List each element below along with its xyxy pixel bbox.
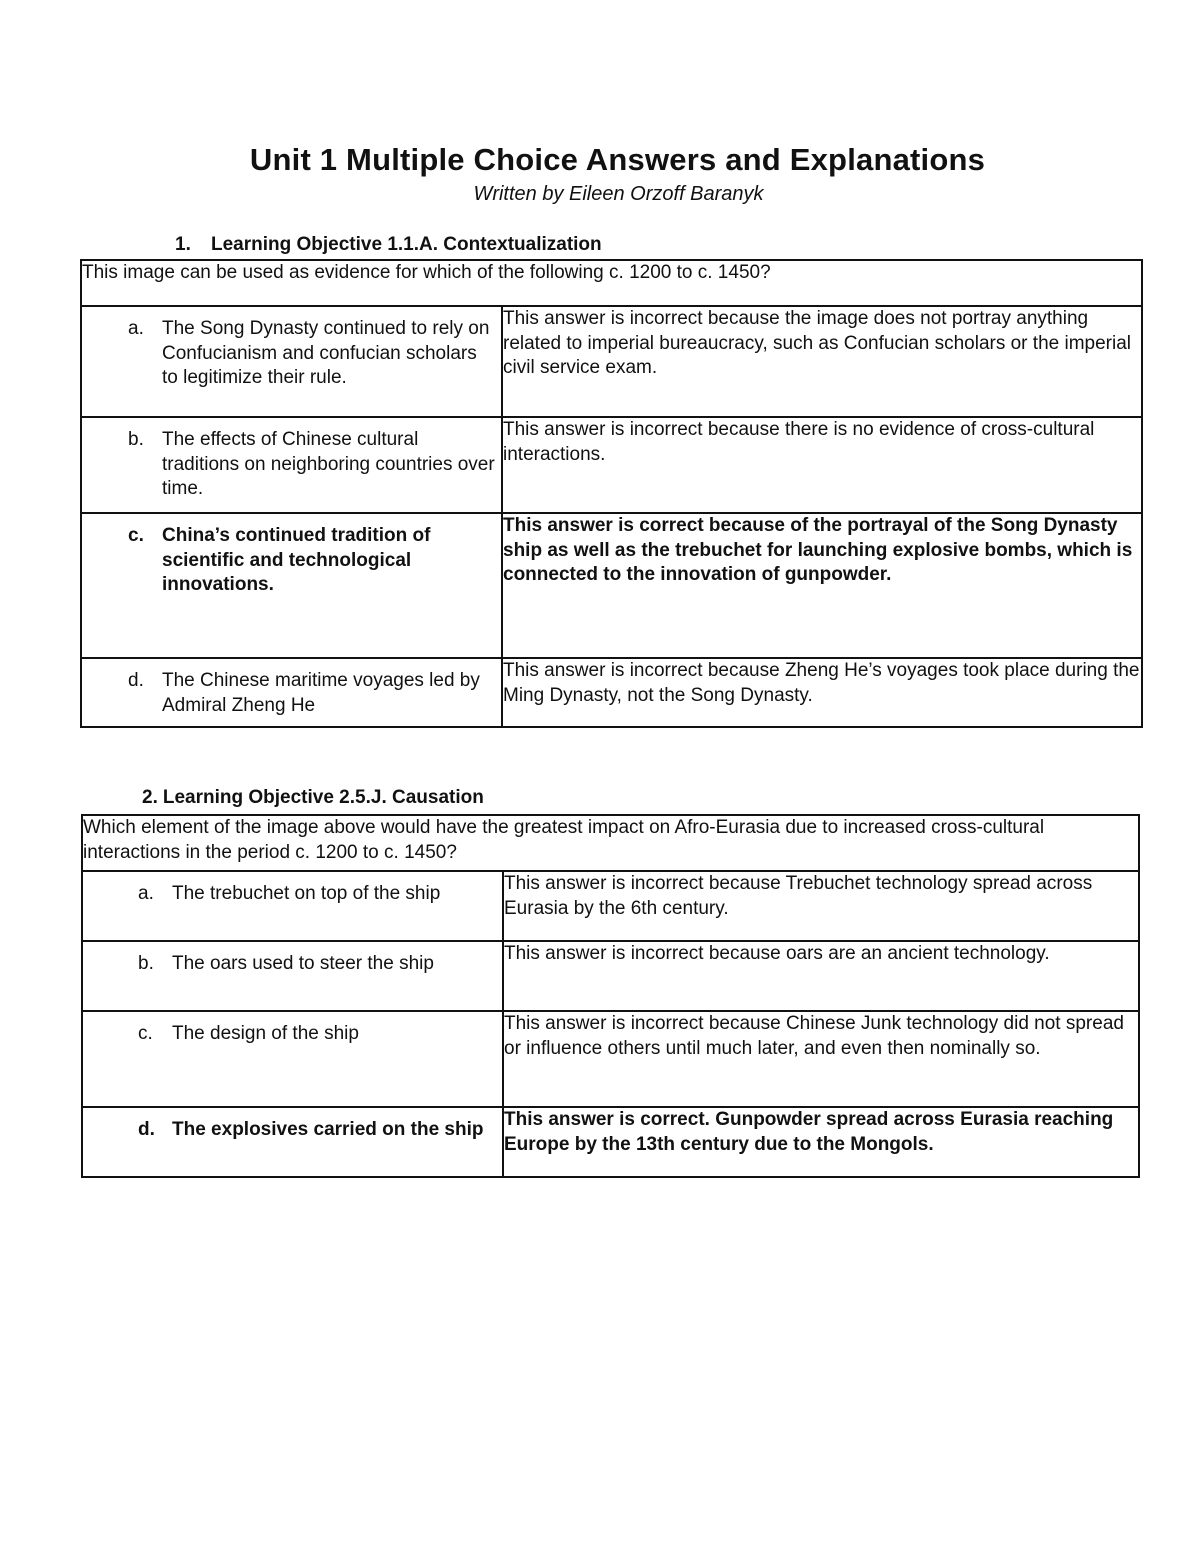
question-1-option-b-row: [81, 417, 1142, 513]
option-letter: b.: [128, 429, 144, 450]
question-2-stem: Which element of the image above would have the greatest impact on Afro-Eurasia due to increased cross-cultural interactions in the period c. 1200 to c. 1450?: [82, 815, 1139, 871]
question-2-heading: [142, 787, 484, 809]
question-1-explanation-c: This answer is correct because of the portrayal of the Song Dynasty ship as well as the trebuchet for launching explosive bombs, which is connected to the innovation of gunpowder.: [502, 513, 1142, 658]
question-1-objective: Learning Objective 1.1.A. Contextualization: [211, 234, 602, 255]
page-title: Unit 1 Multiple Choice Answers and Explanations: [249, 142, 986, 177]
option-letter: c.: [128, 525, 144, 546]
question-2-stem-row: [82, 815, 1139, 871]
question-2-explanation-b: This answer is incorrect because oars are an ancient technology.: [503, 941, 1139, 1011]
question-2-option-b: [82, 941, 503, 1011]
question-1-stem: This image can be used as evidence for which of the following c. 1200 to c. 1450?: [81, 260, 1142, 306]
question-1-explanation-a: This answer is incorrect because the image does not portray anything related to imperial bureaucracy, such as Confucian scholars or the imperial civil service exam.: [502, 306, 1142, 417]
option-text: The effects of Chinese cultural traditions on neighboring countries over time.: [162, 429, 495, 499]
question-2-explanation-a: This answer is incorrect because Trebuchet technology spread across Eurasia by the 6th century.: [503, 871, 1139, 941]
author-byline: Written by Eileen Orzoff Baranyk: [473, 183, 764, 205]
question-1-explanation-b: This answer is incorrect because there is no evidence of cross-cultural interactions.: [502, 417, 1142, 513]
question-2-option-d: [82, 1107, 503, 1177]
question-2-table: [81, 814, 1140, 1178]
option-letter: d.: [128, 670, 144, 691]
question-2-option-d-row: [82, 1107, 1139, 1177]
question-1-option-d: [81, 658, 502, 727]
question-1-heading: [175, 234, 602, 256]
question-1-stem-row: [81, 260, 1142, 306]
question-2-explanation-c: This answer is incorrect because Chinese Junk technology did not spread or influence others until much later, and even then nominally so.: [503, 1011, 1139, 1107]
option-text: The design of the ship: [172, 1023, 359, 1044]
question-2-explanation-d: This answer is correct. Gunpowder spread across Eurasia reaching Europe by the 13th century due to the Mongols.: [503, 1107, 1139, 1177]
question-1-explanation-d: This answer is incorrect because Zheng He’s voyages took place during the Ming Dynasty, not the Song Dynasty.: [502, 658, 1142, 727]
option-letter: a.: [128, 318, 144, 339]
question-1-table: [80, 259, 1143, 728]
question-2-option-c-row: [82, 1011, 1139, 1107]
option-text: The trebuchet on top of the ship: [172, 883, 441, 904]
option-text: The explosives carried on the ship: [172, 1119, 484, 1140]
question-1-option-a: [81, 306, 502, 417]
option-letter: c.: [138, 1023, 153, 1044]
question-2-option-c: [82, 1011, 503, 1107]
option-letter: d.: [138, 1119, 155, 1140]
question-1-option-c: [81, 513, 502, 658]
question-1-number: 1.: [175, 234, 191, 255]
question-2-option-a-row: [82, 871, 1139, 941]
option-text: The oars used to steer the ship: [172, 953, 434, 974]
question-2-number: 2.: [142, 787, 158, 808]
option-text: The Chinese maritime voyages led by Admiral Zheng He: [162, 670, 480, 716]
option-text: The Song Dynasty continued to rely on Confucianism and confucian scholars to legitimize their rule.: [162, 318, 490, 388]
question-1-option-b: [81, 417, 502, 513]
question-2-option-a: [82, 871, 503, 941]
question-2-option-b-row: [82, 941, 1139, 1011]
option-letter: a.: [138, 883, 154, 904]
option-text: China’s continued tradition of scientific and technological innovations.: [162, 525, 431, 595]
question-1-option-d-row: [81, 658, 1142, 727]
question-1-option-c-row: [81, 513, 1142, 658]
question-2-objective: Learning Objective 2.5.J. Causation: [162, 787, 484, 808]
option-letter: b.: [138, 953, 154, 974]
question-1-option-a-row: [81, 306, 1142, 417]
